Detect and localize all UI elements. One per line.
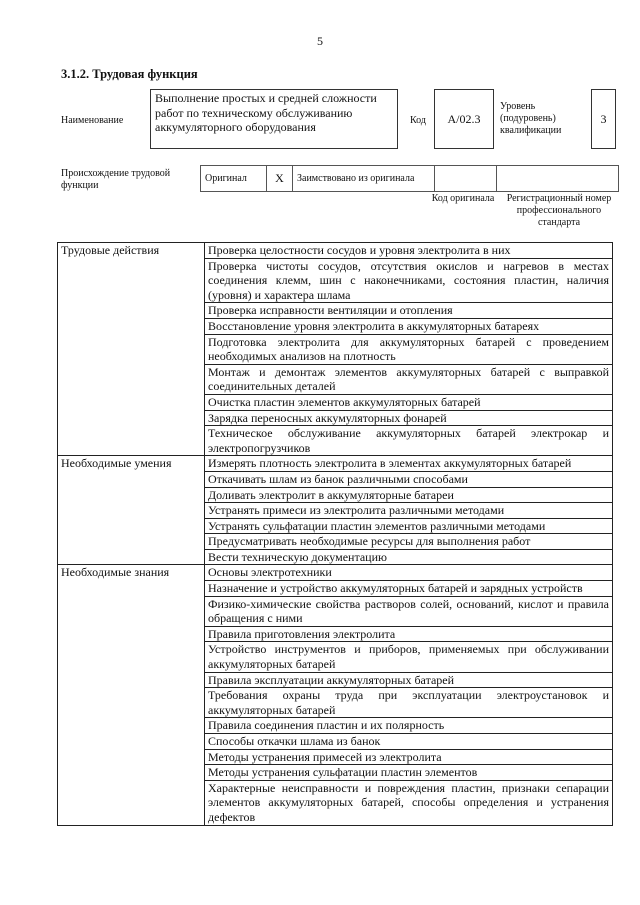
function-details-table: [57, 242, 613, 826]
table-row: [58, 565, 613, 581]
origin-original-cell: Оригинал: [201, 166, 267, 192]
section-item: Откачивать шлам из банок различными способами: [205, 471, 613, 487]
level-label: Уровень (подуровень) квалификации: [500, 101, 562, 136]
code-value: A/02.3: [447, 111, 481, 126]
origin-label: Происхождение трудовой функции: [61, 168, 171, 191]
function-details-body: [58, 243, 613, 826]
section-item: Требования охраны труда при эксплуатации электроустановок и аккумуляторных батарей: [205, 688, 613, 718]
section-item: Подготовка электролита для аккумуляторных батарей с проведением необходимых анализов на плотность: [205, 334, 613, 364]
section-item: Характерные неисправности и повреждения пластин, признаки сепарации элементов аккумуляторных батарей, способы определения и устранения дефектов: [205, 780, 613, 825]
section-item: Устройство инструментов и приборов, применяемых при обслуживании аккумуляторных батарей: [205, 642, 613, 672]
level-value: 3: [600, 111, 607, 126]
section-category: Необходимые знания: [58, 565, 205, 825]
section-category: Трудовые действия: [58, 243, 205, 456]
page-number: 5: [317, 34, 323, 48]
section-item: Основы электротехники: [205, 565, 613, 581]
section-item: Проверка чистоты сосудов, отсутствия окислов и нагревов в местах соединения клемм, шин с наконечниками, состояния пластин, наличия (уровня) и характера шлама: [205, 258, 613, 303]
section-item: Техническое обслуживание аккумуляторных батарей электрокар и электропогрузчиков: [205, 426, 613, 456]
section-item: Монтаж и демонтаж элементов аккумуляторных батарей с выправкой соединительных деталей: [205, 364, 613, 394]
origin-code-caption: Код оригинала: [431, 193, 495, 204]
origin-code-cell: [435, 166, 497, 192]
section-item: Вести техническую документацию: [205, 549, 613, 565]
section-item: Восстановление уровня электролита в аккумуляторных батареях: [205, 318, 613, 334]
section-item: Зарядка переносных аккумуляторных фонарей: [205, 410, 613, 426]
section-item: Способы откачки шлама из банок: [205, 734, 613, 750]
origin-reg-cell: [497, 166, 619, 192]
section-item: Методы устранения примесей из электролита: [205, 749, 613, 765]
origin-table: [200, 165, 619, 192]
section-item: Проверка целостности сосудов и уровня электролита в них: [205, 243, 613, 259]
origin-reg-caption: Регистрационный номер профессионального стандарта: [506, 193, 612, 228]
origin-borrowed-cell: Заимствовано из оригинала: [293, 166, 435, 192]
table-row: [58, 243, 613, 259]
section-item: Измерять плотность электролита в элементах аккумуляторных батарей: [205, 456, 613, 472]
code-label: Код: [410, 115, 426, 126]
section-item: Устранять сульфатации пластин элементов различными методами: [205, 518, 613, 534]
section-item: Правила соединения пластин и их полярность: [205, 718, 613, 734]
section-title: 3.1.2. Трудовая функция: [61, 67, 198, 81]
section-item: Правила эксплуатации аккумуляторных батарей: [205, 672, 613, 688]
code-value-box: [434, 89, 494, 149]
section-item: Очистка пластин элементов аккумуляторных батарей: [205, 394, 613, 410]
section-item: Проверка исправности вентиляции и отопления: [205, 303, 613, 319]
section-item: Предусматривать необходимые ресурсы для выполнения работ: [205, 534, 613, 550]
section-item: Доливать электролит в аккумуляторные батареи: [205, 487, 613, 503]
section-item: Устранять примеси из электролита различными методами: [205, 503, 613, 519]
section-item: Правила приготовления электролита: [205, 626, 613, 642]
function-name-box: Выполнение простых и средней сложности работ по техническому обслуживанию аккумуляторного оборудования: [150, 89, 398, 149]
section-item: Физико-химические свойства растворов солей, оснований, кислот и правила обращения с ними: [205, 596, 613, 626]
level-value-box: [591, 89, 616, 149]
section-item: Назначение и устройство аккумуляторных батарей и зарядных устройств: [205, 581, 613, 597]
origin-mark-cell: X: [267, 166, 293, 192]
table-row: [58, 456, 613, 472]
name-label: Наименование: [61, 115, 124, 126]
section-category: Необходимые умения: [58, 456, 205, 565]
section-item: Методы устранения сульфатации пластин элементов: [205, 765, 613, 781]
